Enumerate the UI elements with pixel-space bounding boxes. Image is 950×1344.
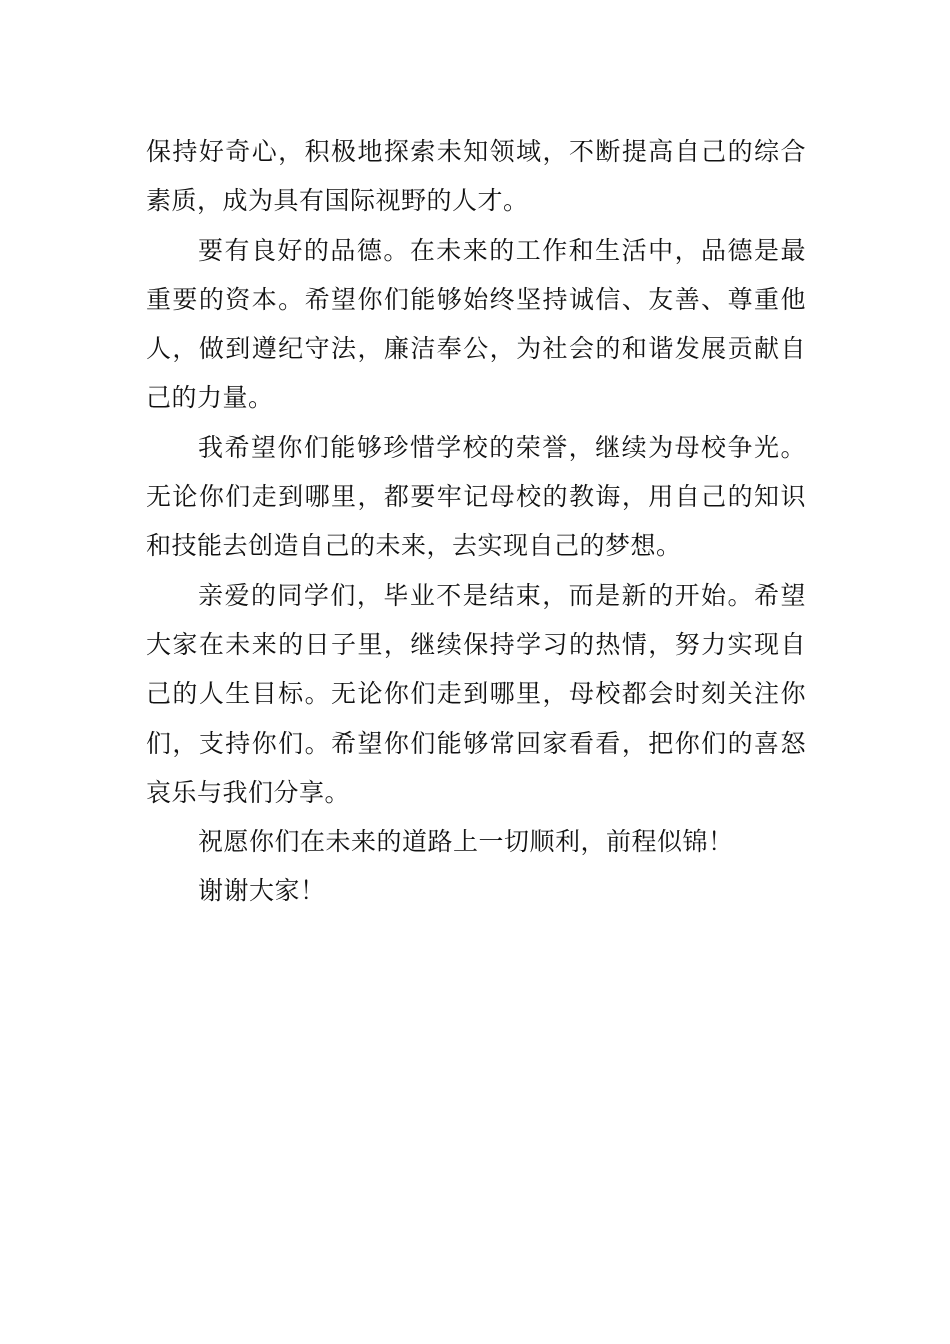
paragraph-character: 要有良好的品德。在未来的工作和生活中，品德是最重要的资本。希望你们能够始终坚持诚信、友善、尊重他人，做到遵纪守法，廉洁奉公，为社会的和谐发展贡献自己的力量。 <box>146 235 806 413</box>
paragraph-blessing: 祝愿你们在未来的道路上一切顺利，前程似锦！ <box>198 827 734 857</box>
paragraph-new-beginning: 亲爱的同学们，毕业不是结束，而是新的开始。希望大家在未来的日子里，继续保持学习的热情，努力实现自己的人生目标。无论你们走到哪里，母校都会时刻关注你们，支持你们。希望你们能够常回家看看，把你们的喜怒哀乐与我们分享。 <box>146 580 806 807</box>
document-body <box>146 127 806 916</box>
paragraph-thanks: 谢谢大家！ <box>198 876 326 906</box>
paragraph-honor: 我希望你们能够珍惜学校的荣誉，继续为母校争光。无论你们走到哪里，都要牢记母校的教诲，用自己的知识和技能去创造自己的未来，去实现自己的梦想。 <box>146 432 806 561</box>
paragraph-continued: 保持好奇心，积极地探索未知领域，不断提高自己的综合素质，成为具有国际视野的人才。 <box>146 137 806 216</box>
